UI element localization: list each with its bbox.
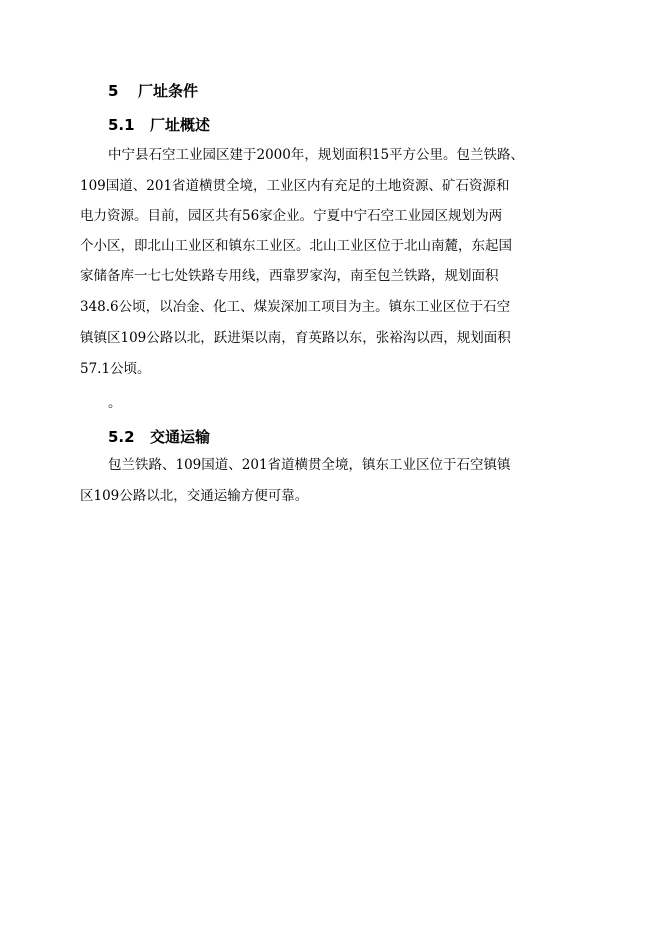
paragraph-line: 镇镇区109公路以北，跃进渠以南，育英路以东，张裕沟以西，规划面积	[80, 330, 511, 346]
section-5-title: 厂址条件	[138, 82, 199, 100]
paragraph-line: 109国道、201省道横贯全境，工业区内有充足的土地资源、矿石资源和	[80, 178, 510, 194]
stray-period: 。	[108, 395, 122, 411]
paragraph-line: 中宁县石空工业园区建于2000年，规划面积15平方公里。包兰铁路、	[108, 147, 525, 163]
paragraph-line: 包兰铁路、109国道、201省道横贯全境，镇东工业区位于石空镇镇	[108, 457, 511, 473]
paragraph-line: 区109公路以北，交通运输方便可靠。	[80, 488, 309, 504]
section-5-heading	[108, 80, 198, 101]
paragraph-line: 348.6公顷，以冶金、化工、煤炭深加工项目为主。镇东工业区位于石空	[80, 299, 511, 315]
paragraph-line: 电力资源。目前，园区共有56家企业。宁夏中宁石空工业园区规划为两	[80, 208, 503, 224]
paragraph-line: 家储备库一七七处铁路专用线，西靠罗家沟，南至包兰铁路，规划面积	[80, 268, 499, 284]
section-5-1-title: 厂址概述	[150, 116, 211, 134]
section-5-2-heading	[108, 426, 210, 447]
section-5-2-title: 交通运输	[150, 428, 211, 446]
section-5-2-number: 5.2	[108, 428, 135, 446]
paragraph-line: 个小区，即北山工业区和镇东工业区。北山工业区位于北山南麓，东起国	[80, 238, 512, 254]
paragraph-line: 57.1公顷。	[80, 361, 151, 377]
section-5-1-heading	[108, 114, 210, 135]
section-5-number: 5	[108, 82, 119, 100]
section-5-1-number: 5.1	[108, 116, 135, 134]
